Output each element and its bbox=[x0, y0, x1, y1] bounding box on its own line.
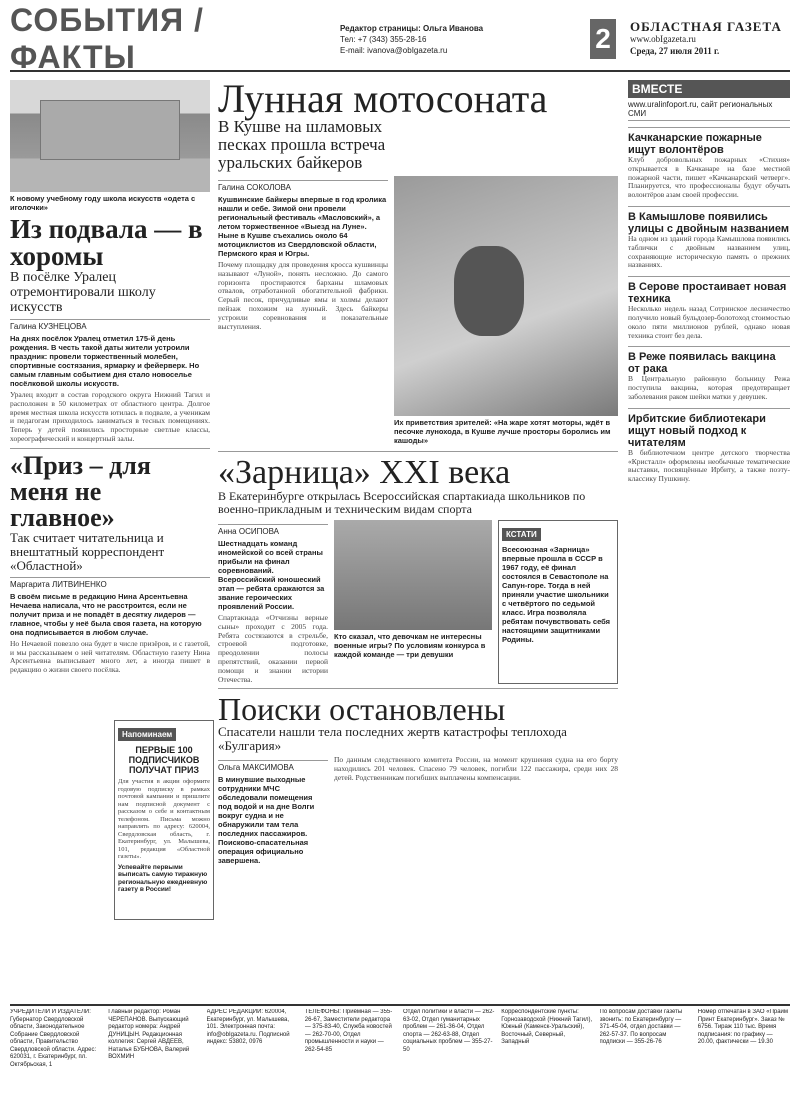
right-news-title: В Камышлове появились улицы с двойным названием bbox=[628, 206, 790, 235]
divider bbox=[218, 451, 618, 452]
poiski-lead: В минувшие выходные сотрудники МЧС обследовали помещения под водой и на дне Волги вокруг судна и не обнаружили там тела последних пассажиров. Поисково-спасательная операция официально завершена. bbox=[218, 775, 315, 866]
cadets-photo bbox=[334, 520, 492, 630]
right-news-body: В библиотечном центре детского творчества «Кристалл» оформлены необычные тематические выставки, посвящённые Ирбиту, а также поэту-классику Пушкину. bbox=[628, 447, 790, 484]
footer-col-address: АДРЕС РЕДАКЦИИ: 620004, Екатеринбург, ул. Малышева, 101. Электронная почта: info@obIgazeta.ru. Подписной индекс: 53802, 0976 bbox=[206, 1009, 290, 1045]
uralets-body: Уралец входит в состав городского округа Нижний Тагил и расположен в 50 километрах от областного центра. Долгое время местная школа искусств ютилась в подвале, а ученикам и педагогам приходилось заниматься в тесных помещениях. Теперь у детей появились просторные светлые классы, хореографический и концертный залы. bbox=[10, 390, 210, 443]
poiski-author: Ольга МАКСИМОВА bbox=[218, 760, 328, 772]
lunar-author: Галина СОКОЛОВА bbox=[218, 180, 388, 192]
poiski-subtitle: Спасатели нашли тела последних жертв катастрофы теплохода «Булгария» bbox=[218, 724, 567, 754]
lunar-title: Лунная мотосоната bbox=[218, 80, 548, 121]
page-footer bbox=[10, 1004, 790, 1104]
right-news-body: В Центральную районную больницу Режа поступила вакцина, которая предотвращает заболевания раком шейки матки у девушек. bbox=[628, 374, 790, 401]
napominaem-tag: Напоминаем bbox=[118, 728, 176, 741]
ksstati-tag: КСТАТИ bbox=[502, 528, 541, 541]
zarnitsa-author: Анна ОСИПОВА bbox=[218, 524, 328, 536]
napominaem-footer: Успевайте первыми выписать самую тиражную региональную ежедневную газету в России! bbox=[118, 863, 208, 893]
zarnitsa-photo-caption: Кто сказал, что девочкам не интересны военные игры? По условиям конкурса в каждой команде — три девушки bbox=[334, 632, 486, 659]
zarnitsa-title: «Зарница» XXI века bbox=[218, 454, 511, 491]
zarnitsa-subtitle: В Екатеринбурге открылась Всероссийская спартакиада школьников по военно-прикладным и техническим видам спорта bbox=[218, 489, 586, 516]
school-building bbox=[40, 100, 180, 160]
editor-phone: Тел: +7 (343) 355-28-16 bbox=[340, 34, 427, 44]
footer-col-founders: УЧРЕДИТЕЛИ И ИЗДАТЕЛИ: Губернатор Свердловской области, Законодательное Собрание Свердловской области, Правительство Свердловской области. Адрес: 620031, г. Екатеринбург, пл. Октябрьская, 1 bbox=[10, 1009, 97, 1068]
editor-name: Редактор страницы: Ольга Иванова bbox=[340, 23, 484, 33]
napominaem-body: Для участия в акции оформите годовую подписку в рамках почтовой кампании и пришлите нам подписной документ с рассказом о себе и контактным телефоном. Письма можно направлять по адресу: 620004, Свердловская область, г. Екатеринбург, ул. Малышева, 101, редакция «Областной газеты». bbox=[118, 778, 210, 860]
footer-col-correspondents: Корреспондентские пункты: Горнозаводской (Нижний Тагил), Южный (Каменск-Уральский), Восточный, Северный, Западный bbox=[501, 1009, 593, 1045]
right-news-list bbox=[628, 127, 790, 484]
divider bbox=[10, 448, 210, 449]
center-column bbox=[218, 80, 618, 1000]
paper-site: www.obIgazeta.ru bbox=[630, 34, 696, 44]
divider bbox=[218, 688, 618, 689]
ksstati-box bbox=[498, 520, 618, 684]
uralets-title: Из подвала — в хоромы bbox=[10, 214, 203, 271]
napominaem-title: ПЕРВЫЕ 100 ПОДПИСЧИКОВ ПОЛУЧАТ ПРИЗ bbox=[128, 745, 200, 775]
poiski-title: Поиски остановлены bbox=[218, 691, 506, 728]
page-header bbox=[10, 2, 790, 75]
footer-col-delivery: По вопросам доставки газеты звонить: по Екатеринбургу — 371-45-04, отдел доставки — 262-57-37. По вопросам подписки — 355-26-76 bbox=[599, 1009, 683, 1045]
zarnitsa-body: Спартакиада «Отчизны верные сыны» проходит с 2005 года. Ребята состязаются в стрельбе, строевой подготовке, преодолении полосы препятствий, оказании первой помощи и знании истории Отечества. bbox=[218, 613, 328, 684]
poiski-body: По данным следственного комитета России, на момент крушения судна на его борту находились 201 человек. Спасено 79 человек, погибли 122 пассажира, среди них 28 детей. Родственникам погибших выплачены компенсации. bbox=[334, 755, 618, 782]
footer-col-print: Номер отпечатан в ЗАО «Прайм Принт Екатеринбург». Заказ № 6756. Тираж 110 тыс. Время подписания: по графику — 20.00, фактически — 19.30 bbox=[697, 1009, 789, 1045]
paper-name: ОБЛАСТНАЯ ГАЗЕТА bbox=[630, 19, 782, 34]
footer-col-editors: Главный редактор: Роман ЧЕРЕПАНОВ. Выпускающий редактор номера: Андрей ДУНИЦЫН. Редакционная коллегия: Сергей АВДЕЕВ, Наталья БУБНОВА, Валерий ВОХМИН bbox=[108, 1009, 190, 1060]
editor-info bbox=[340, 23, 580, 56]
lunar-body: Почему площадку для проведения кросса кушвинцы называют «Луной», понять несложно. До самого горизонта простираются барханы шламовых отвалов, отработанной обогатительной фабрики. Серый песок, причудливые ямы и холмы делают пейзаж похожим на лунный. Здесь байкеры устроили соревнования и показательные выступления. bbox=[218, 260, 388, 331]
right-news-body: Клуб добровольных пожарных «Стихия» открывается в Качканаре на базе местной пожарной части, пишет «Качканарский четверг». Планируется, что профессионалы будут обучать волонтёров азам своей профессии. bbox=[628, 155, 790, 200]
ksstati-text: Всесоюзная «Зарница» впервые прошла в СССР в 1967 году, её финал состоялся в Севастополе на Сапун-горе. Тогда в ней приняли участие школьники с четвёртого по седьмой класс. Игра позволяла ребятам почувствовать себя настоящими защитниками Родины. bbox=[502, 545, 611, 644]
priz-subtitle: Так считает читательница и внештатный корреспондент «Областной» bbox=[10, 529, 165, 573]
lunar-photo-caption: Их приветствия зрителей: «На жаре хотят моторы, ждёт в песочке лунохода, в Кушве лучше просторы боролись им кашоды» bbox=[394, 418, 611, 445]
uralets-author: Галина КУЗНЕЦОВА bbox=[10, 319, 210, 331]
school-photo bbox=[10, 80, 210, 192]
editor-email: E-mail: ivanova@obIgazeta.ru bbox=[340, 45, 448, 55]
vmeste-label: ВМЕСТЕ bbox=[632, 82, 683, 96]
school-photo-caption: К новому учебному году школа искусств «одета с иголочки» bbox=[10, 194, 196, 212]
napominaem-box bbox=[114, 720, 214, 920]
right-news-title: Качканарские пожарные ищут волонтёров bbox=[628, 127, 790, 156]
vmeste-site: www.uralinfoport.ru, сайт региональных СМИ bbox=[628, 98, 790, 121]
section-title: СОБЫТИЯ / ФАКТЫ bbox=[10, 2, 204, 75]
right-news-title: В Серове простаивает новая техника bbox=[628, 276, 790, 305]
uralets-subtitle: В посёлке Уралец отремонтировали школу искусств bbox=[10, 270, 156, 315]
zarnitsa-lead: Шестнадцать команд иномейской со всей страны прибыли на финал соревнований. Всероссийский юношеский этап — ребята сражаются за звание героических проявлений России. bbox=[218, 539, 325, 611]
priz-lead: В своём письме в редакцию Нина Арсентьевна Нечаева написала, что не расстроится, если не получит приза и не попадёт в десятку лидеров — главное, чтобы у неё была своя газета, на которую она подписывается в любом случае. bbox=[10, 591, 202, 637]
priz-title: «Приз – для меня не главное» bbox=[10, 450, 151, 532]
lunar-subtitle: В Кушве на шламовых песках прошла встреча уральских байкеров bbox=[218, 117, 386, 172]
right-news-title: В Реже появилась вакцина от рака bbox=[628, 346, 790, 375]
right-news-title: Ирбитские библиотекари ищут новый подход к читателям bbox=[628, 408, 790, 449]
rider-figure bbox=[454, 246, 524, 336]
priz-author: Маргарита ЛИТВИНЕНКО bbox=[10, 577, 210, 589]
right-column bbox=[628, 80, 790, 1000]
right-news-body: На одном из зданий города Камышлова появились таблички с двойным названием улиц, сохраняющие историческую память о прежних названиях. bbox=[628, 233, 790, 270]
lunar-lead: Кушвинские байкеры впервые в год кролика нашли и себе. Зимой они провели региональный фестиваль «Масловский», а летом торжественное «Выезд на Луне». Ныне в Кушве съехались около 64 мотоциклистов из Свердловской области, Пермского края и Югры. bbox=[218, 195, 387, 258]
uralets-lead: На днях посёлок Уралец отметил 175-й день рождения. В честь такой даты жители устроили праздник: провели торжественный молебен, спортивные состязания, ярмарку и фейерверк. Но самым главным событием дня стало новоселье посёлковой школы искусств. bbox=[10, 334, 200, 388]
paper-date: Среда, 27 июля 2011 г. bbox=[630, 46, 720, 56]
page-number: 2 bbox=[590, 19, 616, 59]
footer-col-departments: Отдел политики и власти — 262-63-02, Отдел гуманитарных проблем — 261-36-04, Отдел спорта — 262-63-88, Отдел социальных проблем — 355-27-50 bbox=[403, 1009, 495, 1053]
footer-col-phones: ТЕЛЕФОНЫ: Приёмная — 355-26-67, Заместители редактора — 375-83-40, Служба новостей — 262-70-00, Отдел промышленности и науки — 262-54-85 bbox=[304, 1009, 393, 1053]
vmeste-banner bbox=[628, 80, 790, 98]
priz-body: Но Нечаевой повезло она будет в числе призёров, и с газетой, и мы рассказываем о ней читателям. Областную газету Нина Арсентьевна выписывает много лет, а иногда пишет в редакцию о жизни своего посёлка. bbox=[10, 638, 210, 675]
right-news-body: Несколько недель назад Сотринское лесничество получило новый бульдозер-болотоход стоимостью около пяти миллионов рублей, однако новая техника стоит без дела. bbox=[628, 304, 790, 340]
motocross-photo bbox=[394, 176, 618, 416]
paper-info bbox=[630, 21, 782, 57]
content-area bbox=[10, 80, 790, 1000]
